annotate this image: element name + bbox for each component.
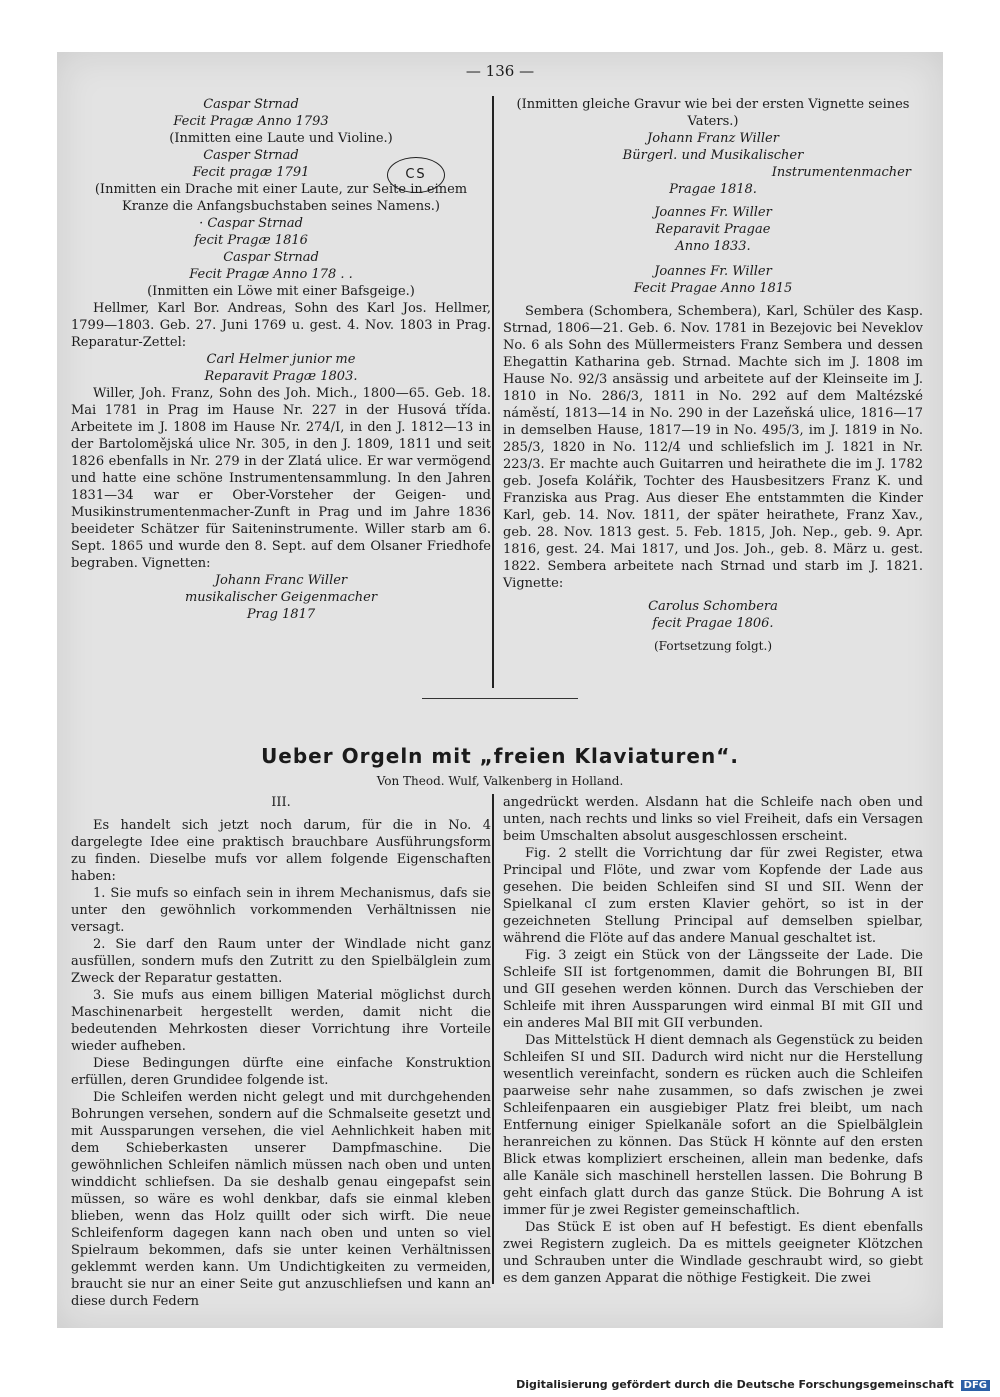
vignette-line: Caspar Strnad: [223, 250, 319, 265]
vignette-line: Pragae 1818.: [669, 182, 757, 197]
vignette-line: Carolus Schombera: [648, 599, 778, 614]
article-paragraph: Das Stück E ist oben auf H befestigt. Es dient ebenfalls zwei Registern zugleich. Da es mittels geeigneter Klötzchen und Schrauben unter die Windlade geschraubt wird, so giebt es dem ganzen Apparat die nöthige Festigkeit. Die zwei: [503, 1220, 923, 1286]
page-number: — 136 —: [465, 62, 535, 80]
vignette-note: (Inmitten eine Laute und Violine.): [169, 131, 393, 146]
section-separator: [422, 698, 578, 699]
article-paragraph: 3. Sie mufs aus einem billigen Material möglichst durch Maschinenarbeit hergestellt werden, damit nicht die bedeutenden Mehrkosten dieser Vorrichtung ihre Vorteile wieder aufheben.: [71, 988, 491, 1054]
vignette-line: Prag 1817: [246, 607, 316, 622]
vignette-line: Carl Helmer junior me: [206, 352, 356, 367]
entry-hellmer: Hellmer, Karl Bor. Andreas, Sohn des Karl Jos. Hellmer, 1799—1803. Geb. 27. Juni 1769 u. gest. 4. Nov. 1803 in Prag. Reparatur-Zettel:: [71, 301, 491, 350]
vignette-line: Fecit pragæ 1791: [192, 165, 310, 180]
article-column-divider: [492, 794, 494, 1284]
vignette-line: Casper Strnad: [203, 148, 299, 163]
article-paragraph: Das Mittelstück H dient demnach als Gegenstück zu beiden Schleifen SI und SII. Dadurch wird nicht nur die Herstellung wesentlich vereinfacht, sondern es rücken auch die Schleifen paarweise sehr nahe zusammen, so dafs zwischen je zwei Schleifenpaaren ein ausgiebiger Platz frei bleibt, um nach Entfernung einiger Spielkanäle sofort an die Spielbälglein heranreichen zu können. Das Stück H könnte auf den ersten Blick etwas kompliziert erscheinen, allein man bedenke, dafs alle Kanäle sich maschinell herstellen lassen. Die Bohrung B geht einfach glatt durch das ganze Stück. Die Bohrung A ist immer für je zwei Register gemeinschaftlich.: [503, 1033, 923, 1218]
vignette-line: Reparavit Pragæ 1803.: [204, 369, 358, 384]
right-top-column: [503, 96, 923, 655]
vignette-strnad-1816: [71, 215, 491, 249]
vignette-line: Fecit Pragae Anno 1815: [633, 281, 793, 296]
dfg-logo: DFG: [961, 1380, 990, 1391]
article-title: Ueber Orgeln mit „freien Klaviaturen“.: [261, 744, 739, 768]
vignette-line: fecit Pragæ 1816: [194, 233, 308, 248]
vignette-strnad-1793: [71, 96, 491, 130]
vignette-line: Joannes Fr. Willer: [654, 205, 772, 220]
vignette-line: Johann Franz Willer: [647, 131, 779, 146]
vignette-schombera-1806: [503, 598, 923, 632]
article-paragraph: Fig. 3 zeigt ein Stück von der Längsseite der Lade. Die Schleife SII ist fortgenommen, damit die Bohrungen BI, BII und GII gesehen werden können. Durch das Verschieben der Schleife mit ihren Aussparungen wird einmal BI mit GII und ein anderes Mal BII mit GII verbunden.: [503, 948, 923, 1031]
article-paragraph: 2. Sie darf den Raum unter der Windlade nicht ganz ausfüllen, sondern mufs den Zutritt zu den Spielbälglein zum Zweck der Reparatur gestatten.: [71, 937, 491, 986]
article-byline: Von Theod. Wulf, Valkenberg in Holland.: [376, 774, 624, 788]
vignette-note: (Inmitten gleiche Gravur wie bei der ersten Vignette seines Vaters.): [516, 97, 910, 129]
vignette-line: Instrumentenmacher: [771, 165, 911, 180]
credit-text: Digitalisierung gefördert durch die Deutsche Forschungsgemeinschaft: [516, 1378, 954, 1391]
article-paragraph: Die Schleifen werden nicht gelegt und mit durchgehenden Bohrungen versehen, sondern auf die Schmalseite gesetzt und mit Aussparungen versehen, die viel Aehnlichkeit haben mit dem Schieberkasten unserer Dampfmaschine. Die gewöhnlichen Schleifen nämlich müssen nach oben und unten winddicht schliefsen. Da sie deshalb genau eingepafst sein müssen, so wäre es wohl denkbar, dafs sie einmal kleben blieben, wenn das Holz quillt oder sich wirft. Die neue Schleifenform dagegen kann nach oben und unten so viel Spielraum bekommen, dafs sie unter keinen Verhältnissen geklemmt werden kann. Um Undichtigkeiten zu vermeiden, braucht sie nur an einer Seite gut anzuschliefsen und kann an diese durch Federn: [71, 1090, 491, 1309]
vignette-line: Caspar Strnad: [203, 97, 299, 112]
cs-monogram-logo: CS: [387, 157, 445, 193]
digitization-credit: [516, 1378, 990, 1391]
vignette-line: · Caspar Strnad: [199, 216, 303, 231]
vignette-line: musikalischer Geigenmacher: [184, 590, 378, 605]
scanned-page: [57, 52, 943, 1328]
vignette-helmer-1803: [71, 351, 491, 385]
article-paragraph: Fig. 2 stellt die Vorrichtung dar für zwei Register, etwa Principal und Flöte, und zwar vom Kopfende der Lade aus gesehen. Die beiden Schleifen sind SI und SII. Wenn der Spielkanal cI zum ersten Klavier gehört, so ist in der gezeichneten Stellung Principal auf demselben spielbar, während die Flöte auf das andere Manual geschaltet ist.: [503, 846, 923, 946]
vignette-line: Fecit Pragæ Anno 178 . .: [189, 267, 353, 282]
vignette-note: (Inmitten ein Drache mit einer Laute, zur Seite in einem Kranze die Anfangsbuchstaben seines Namens.): [94, 182, 468, 214]
article-paragraph: Es handelt sich jetzt noch darum, für die in No. 4 dargelegte Idee eine praktisch brauchbare Ausführungsform zu finden. Dieselbe mufs vor allem folgende Eigenschaften haben:: [71, 818, 491, 884]
vignette-line: Joannes Fr. Willer: [654, 264, 772, 279]
column-divider: [492, 96, 494, 688]
article-paragraph: Diese Bedingungen dürfte eine einfache Konstruktion erfüllen, deren Grundidee folgende ist.: [71, 1056, 491, 1088]
vignette-note: (Inmitten ein Löwe mit einer Bafsgeige.): [147, 284, 415, 299]
vignette-line: Johann Franc Willer: [214, 573, 348, 588]
entry-sembera: Sembera (Schombera, Schembera), Karl, Schüler des Kasp. Strnad, 1806—21. Geb. 6. Nov. 1781 in Bezejovic bei Neveklov No. 6 als Sohn des Müllermeisters Franz Sembera und dessen Ehegattin Katharina geb. Strnad. Machte sich im J. 1808 im Hause No. 92/3 ansässig und arbeitete auf der Kleinseite im J. 1810 in No. 286/3, 1811 in No. 292 auf dem Maltézské náměstí, 1813—14 in No. 290 in der Lazeňská ulice, 1816—17 in demselben Hause, 1817—19 in No. 495/3, im J. 1819 in No. 285/3, 1820 in No. 112/4 und schliefslich im J. 1821 in Nr. 223/3. Er machte auch Guitarren und heirathete die im J. 1782 geb. Josefa Kolářik, Tochter des Hausbesitzers Franz K. und Franziska aus Prag. Aus dieser Ehe entstammten die Kinder Karl, geb. 14. Nov. 1811, der später heirathete, Franz Xav., geb. 28. Nov. 1813 gest. 5. Feb. 1815, Joh. Nep., geb. 9. Apr. 1816, gest. 24. Mai 1817, und Jos. Joh., geb. 8. März u. gest. 1822. Sembera arbeitete nach Strnad und starb im J. 1821. Vignette:: [503, 304, 923, 591]
vignette-line: Bürgerl. und Musikalischer: [622, 148, 804, 163]
article-paragraph: angedrückt werden. Alsdann hat die Schleife nach oben und unten, nach rechts und links so viel Freiheit, dafs ein Versagen beim Umschalten absolut ausgeschlossen erscheint.: [503, 795, 923, 844]
vignette-line: Reparavit Pragae: [655, 222, 771, 237]
article-paragraph: 1. Sie mufs so einfach sein in ihrem Mechanismus, dafs sie unter den gewöhnlich vorkommenden Verhältnissen nie versagt.: [71, 886, 491, 935]
article-right-column: [503, 794, 923, 1287]
vignette-willer-1817: [71, 572, 491, 623]
vignette-strnad-178: [71, 249, 491, 283]
vignette-willer-1833: [503, 204, 923, 255]
article-left-column: [71, 794, 491, 1310]
entry-willer: Willer, Joh. Franz, Sohn des Joh. Mich., 1800—65. Geb. 18. Mai 1781 in Prag im Hause Nr. 227 in der Husová třída. Arbeitete im J. 1808 im Hause Nr. 274/I, in den J. 1812—13 in der Bartolomějská ulice Nr. 305, in den J. 1809, 1811 und seit 1826 ebenfalls in Nr. 279 in der Zlatá ulice. Er war vermögend und hatte eine schöne Instrumentensammlung. In den Jahren 1831—34 war er Ober-Vorsteher der Geigen- und Musikinstrumentenmacher-Zunft in Prag und im Jahre 1836 beeideter Schätzer für Saiteninstrumente. Willer starb am 6. Sept. 1865 und wurde den 8. Sept. auf dem Olsaner Friedhofe begraben. Vignetten:: [71, 386, 491, 571]
vignette-line: Fecit Pragæ Anno 1793: [173, 114, 329, 129]
vignette-line: Anno 1833.: [675, 239, 751, 254]
vignette-line: fecit Pragae 1806.: [652, 616, 774, 631]
continuation-note: (Fortsetzung folgt.): [654, 639, 772, 653]
vignette-willer-1815: [503, 263, 923, 297]
vignette-willer-1818: [503, 130, 923, 198]
section-heading: III.: [271, 795, 291, 810]
